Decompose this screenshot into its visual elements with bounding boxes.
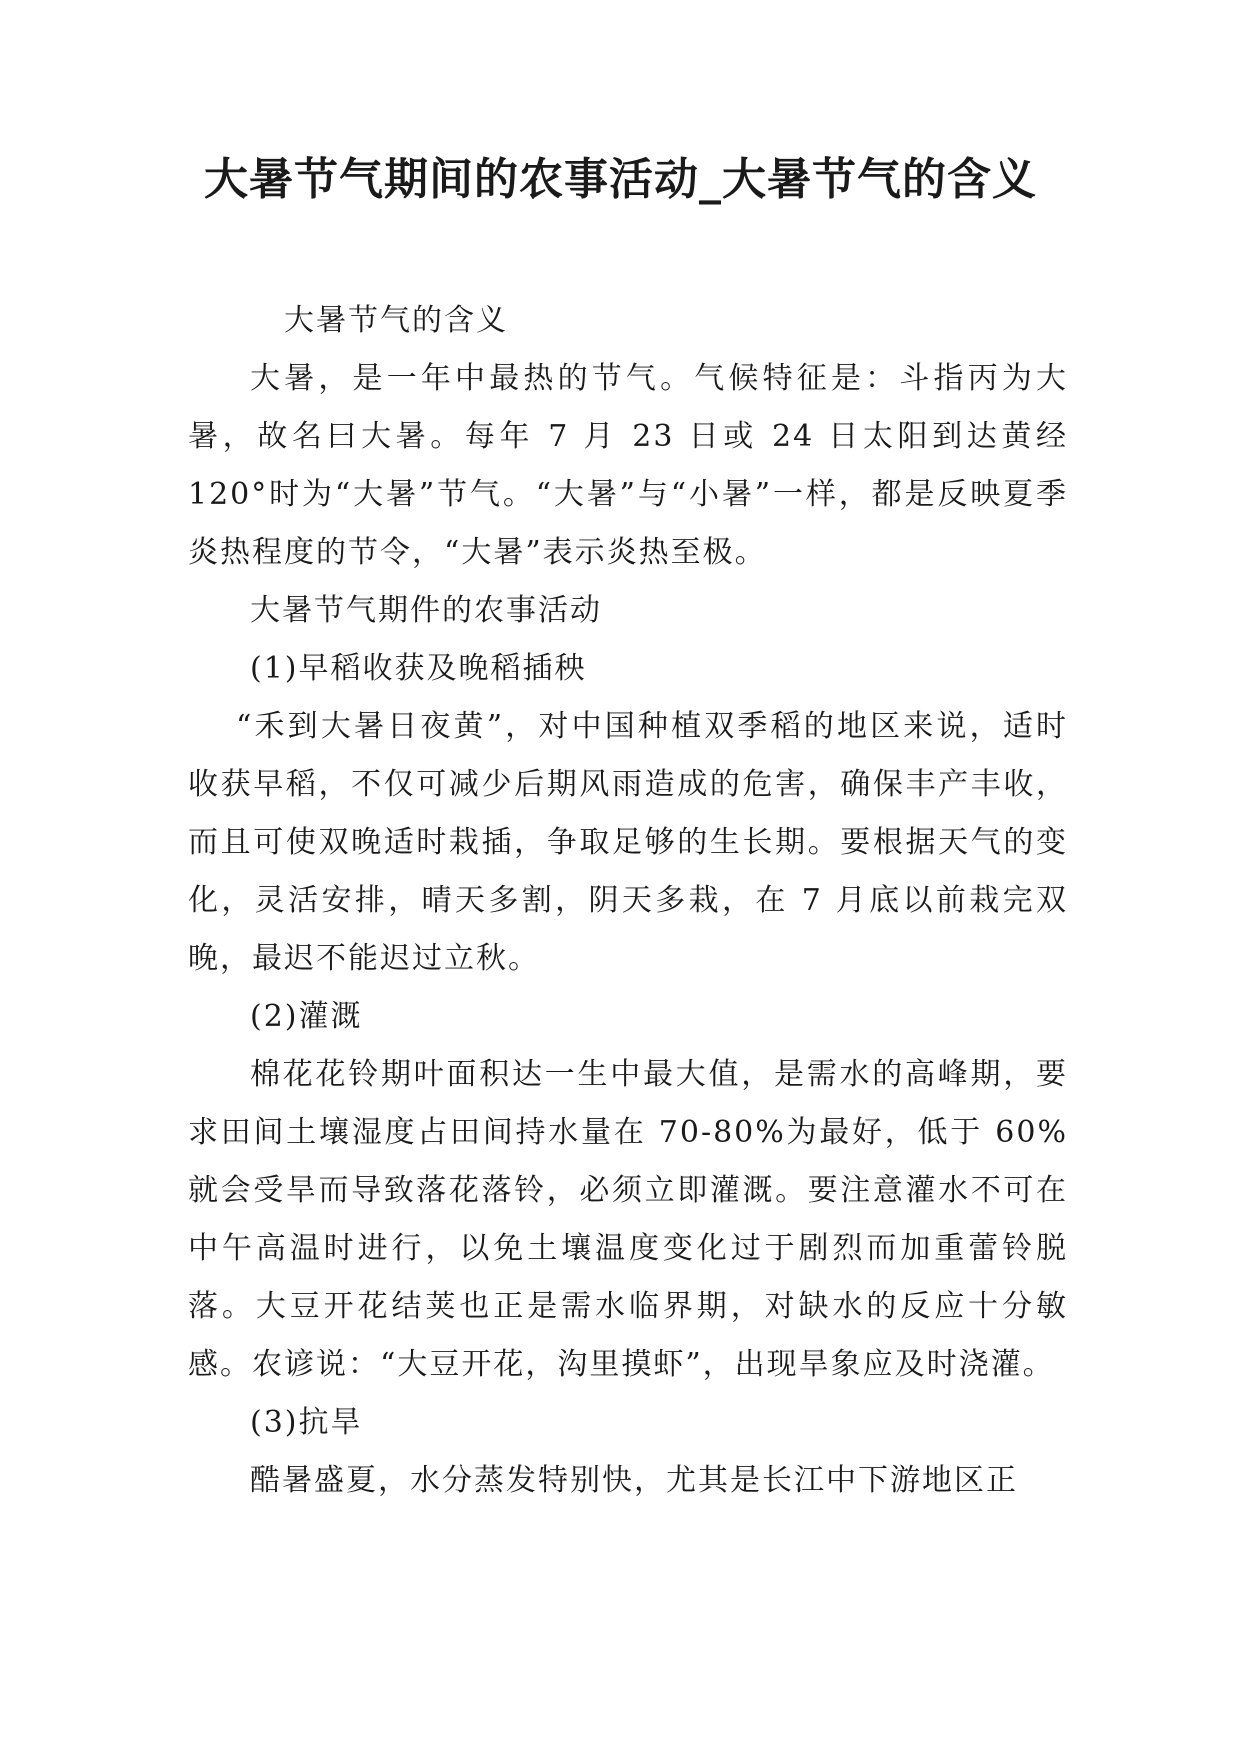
- paragraph-drought: 酷暑盛夏，水分蒸发特别快，尤其是长江中下游地区正: [250, 1463, 1018, 1498]
- subheading-drought: (3)抗旱: [250, 1405, 363, 1440]
- subheading-irrigation: (2)灌溉: [250, 999, 363, 1034]
- section-heading-farming: 大暑节气期件的农事活动: [250, 593, 602, 628]
- paragraph-irrigation: 棉花花铃期叶面积达一生中最大值，是需水的高峰期，要求田间土壤湿度占田间持水量在 70-80%为最好，低于 60%就会受旱而导致落花落铃，必须立即灌溉。要注意灌水不可在中午高温时进行，以免土壤温度变化过于剧烈而加重蕾铃脱落。大豆开花结荚也正是需水临界期，对缺水的反应十分敏感。农谚说：“大豆开花，沟里摸虾”，出现旱象应及时浇灌。: [188, 1057, 1068, 1382]
- document-title: 大暑节气期间的农事活动_大暑节气的含义: [204, 154, 1037, 205]
- paragraph-harvest: “禾到大暑日夜黄”，对中国种植双季稻的地区来说，适时收获早稻，不仅可减少后期风雨造成的危害，确保丰产丰收，而且可使双晚适时栽插，争取足够的生长期。要根据天气的变化，灵活安排，晴天多割，阴天多栽，在 7 月底以前栽完双晚，最迟不能迟过立秋。: [188, 709, 1068, 976]
- subheading-harvest: (1)早稻收获及晚稻插秧: [250, 651, 587, 686]
- paragraph-meaning: 大暑，是一年中最热的节气。气候特征是：斗指丙为大暑，故名曰大暑。每年 7 月 23 日或 24 日太阳到达黄经 120°时为“大暑”节气。“大暑”与“小暑”一样，都是反映夏季炎热程度的节令，“大暑”表示炎热至极。: [188, 361, 1068, 570]
- document-body: [188, 292, 1068, 1510]
- section-heading-meaning: 大暑节气的含义: [284, 303, 508, 338]
